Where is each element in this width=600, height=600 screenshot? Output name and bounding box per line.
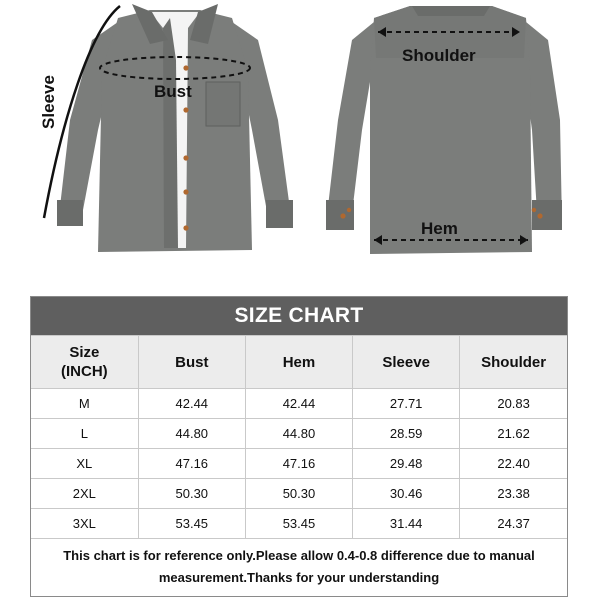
header-size [31, 336, 138, 389]
header-hem: Hem [245, 336, 352, 389]
size-table [31, 335, 567, 539]
header-bust: Bust [138, 336, 245, 389]
cell-size: 3XL [31, 509, 138, 539]
shirt-diagram [0, 0, 600, 290]
cell-hem: 42.44 [245, 389, 352, 419]
cell-sleeve: 28.59 [353, 419, 460, 449]
hem-label: Hem [421, 219, 458, 238]
header-shoulder: Shoulder [460, 336, 567, 389]
note-line-2: measurement.Thanks for your understanding [158, 570, 440, 585]
cell-sleeve: 29.48 [353, 449, 460, 479]
cell-hem: 44.80 [245, 419, 352, 449]
front-shirt-image [44, 4, 293, 252]
cell-shoulder: 21.62 [460, 419, 567, 449]
cell-bust: 44.80 [138, 419, 245, 449]
cell-sleeve: 31.44 [353, 509, 460, 539]
size-chart [30, 296, 568, 597]
garment-illustrations [0, 0, 600, 290]
header-sleeve: Sleeve [353, 336, 460, 389]
table-row [31, 479, 567, 509]
cell-shoulder: 23.38 [460, 479, 567, 509]
cell-shoulder: 22.40 [460, 449, 567, 479]
cell-size: M [31, 389, 138, 419]
header-size-line1: Size [69, 344, 100, 361]
cell-bust: 53.45 [138, 509, 245, 539]
shoulder-label: Shoulder [402, 46, 476, 65]
cell-shoulder: 24.37 [460, 509, 567, 539]
cell-sleeve: 27.71 [353, 389, 460, 419]
cell-hem: 50.30 [245, 479, 352, 509]
cell-size: 2XL [31, 479, 138, 509]
back-shirt-image [326, 6, 562, 254]
cell-hem: 47.16 [245, 449, 352, 479]
cell-bust: 50.30 [138, 479, 245, 509]
table-header-row [31, 336, 567, 389]
sleeve-label: Sleeve [39, 75, 58, 129]
cell-hem: 53.45 [245, 509, 352, 539]
size-chart-title: SIZE CHART [31, 297, 567, 335]
cell-size: XL [31, 449, 138, 479]
header-size-line2: (INCH) [61, 363, 108, 380]
bust-label: Bust [154, 82, 192, 101]
cell-bust: 47.16 [138, 449, 245, 479]
cell-sleeve: 30.46 [353, 479, 460, 509]
table-row [31, 419, 567, 449]
table-row [31, 449, 567, 479]
size-chart-note [31, 539, 567, 589]
note-line-1: This chart is for reference only.Please allow 0.4-0.8 difference due to manual [63, 548, 535, 563]
cell-size: L [31, 419, 138, 449]
cell-bust: 42.44 [138, 389, 245, 419]
table-row [31, 509, 567, 539]
cell-shoulder: 20.83 [460, 389, 567, 419]
table-row [31, 389, 567, 419]
